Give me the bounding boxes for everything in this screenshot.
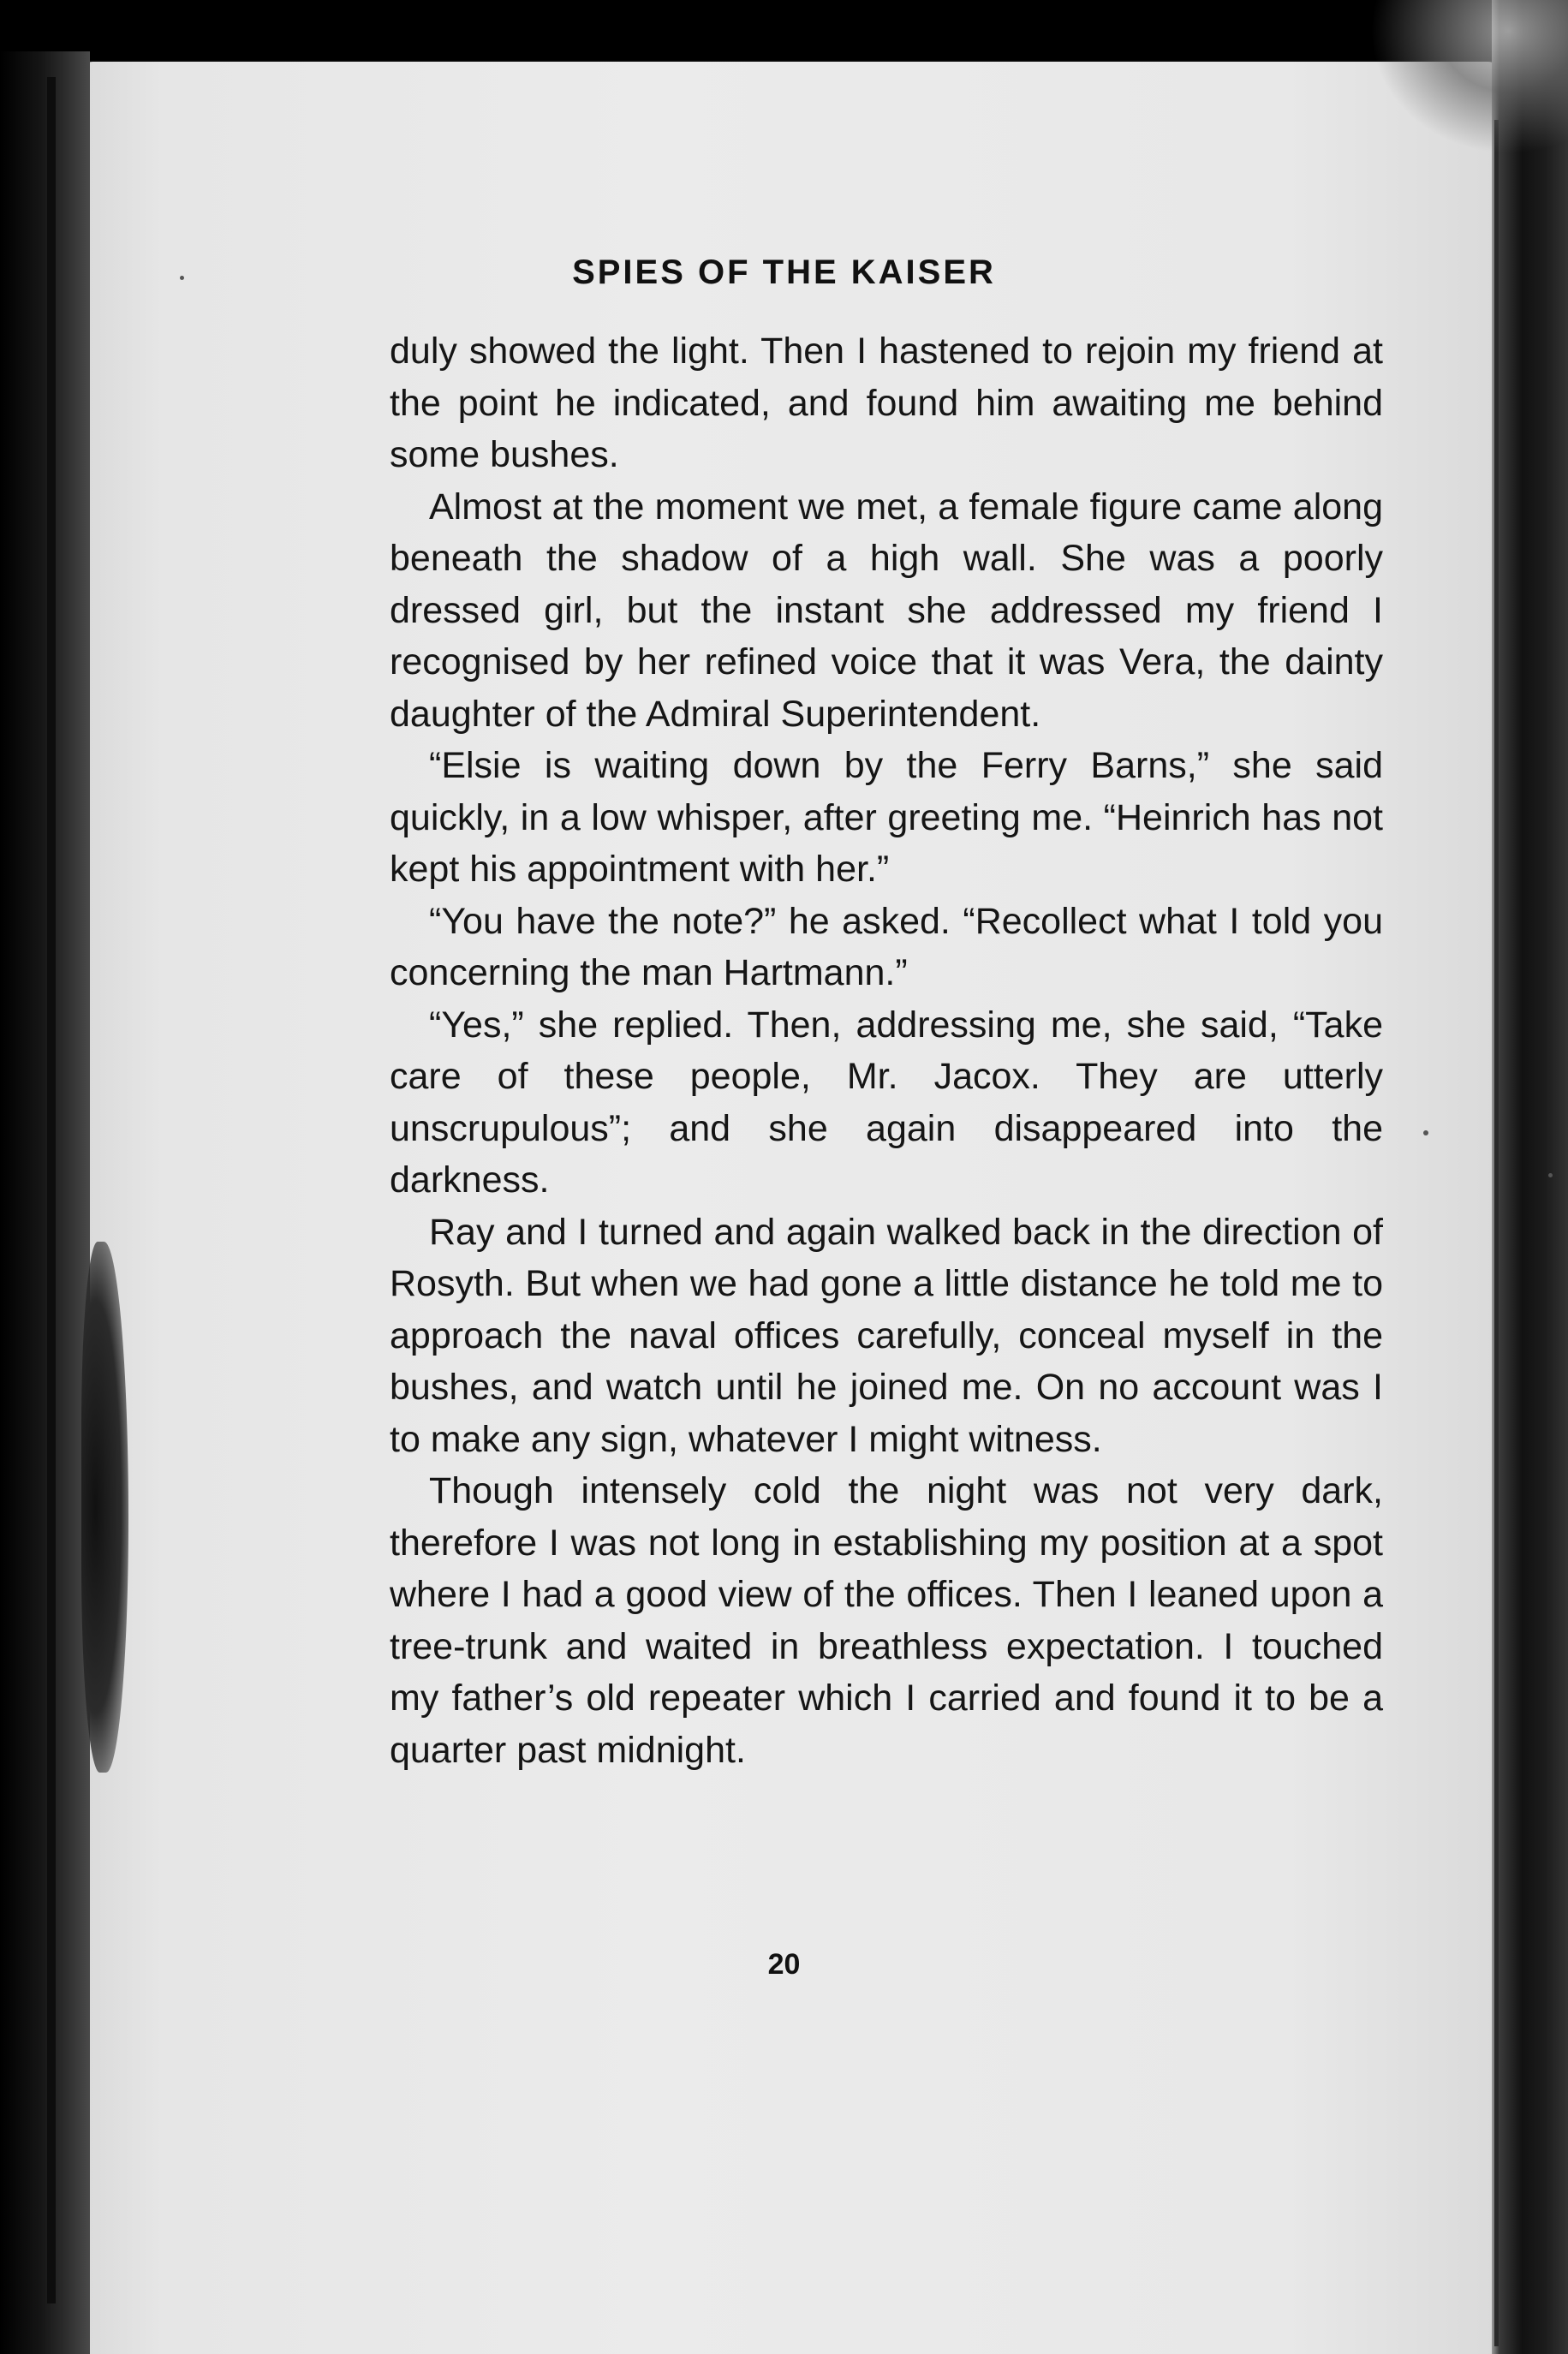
running-head: SPIES OF THE KAISER [572,253,996,291]
scan-corner-noise [1370,0,1568,154]
book-binding-shadow [0,51,90,2354]
page-right-edge [1492,0,1568,2354]
paragraph: Though intensely cold the night was not very dark, therefore I was not long in establishing my position at a spot where I had a good view of the offices. Then I leaned upon a tree-trunk and waited in breathless expectation. I touched my father’s old repeater which I carried and found it to be a quarter past midnight. [390,1470,1383,1771]
dust-speck [1423,1130,1428,1135]
paragraph: “You have the note?” he asked. “Recollect what I told you concerning the man Hartmann.” [390,900,1383,993]
body-text [390,325,1383,1776]
page-edge-line [1494,120,1499,2346]
paragraph: duly showed the light. Then I hastened to rejoin my friend at the point he indicated, and found him awaiting me behind some bushes. [390,331,1383,475]
scan-top-border [0,0,1568,60]
paragraph: Ray and I turned and again walked back in the direction of Rosyth. But when we had gone a little distance he told me to approach the naval offices carefully, conceal myself in the bushes, and watch until he joined me. On no account was I to make any sign, whatever I might witness. [390,1211,1383,1460]
page-number: 20 [767,1948,801,1981]
paragraph: “Elsie is waiting down by the Ferry Barns,” she said quickly, in a low whisper, after greeting me. “Heinrich has not kept his appointment with her.” [390,745,1383,890]
paragraph: “Yes,” she replied. Then, addressing me, she said, “Take care of these people, Mr. Jacox. They are utterly unscrupulous”; and she again disappeared into the darkness. [390,1004,1383,1201]
paragraph: Almost at the moment we met, a female figure came along beneath the shadow of a high wall. She was a poorly dressed girl, but the instant she addressed my friend I recognised by her refined voice that it was Vera, the dainty daughter of the Admiral Superintendent. [390,486,1383,735]
dust-speck [1548,1173,1553,1177]
